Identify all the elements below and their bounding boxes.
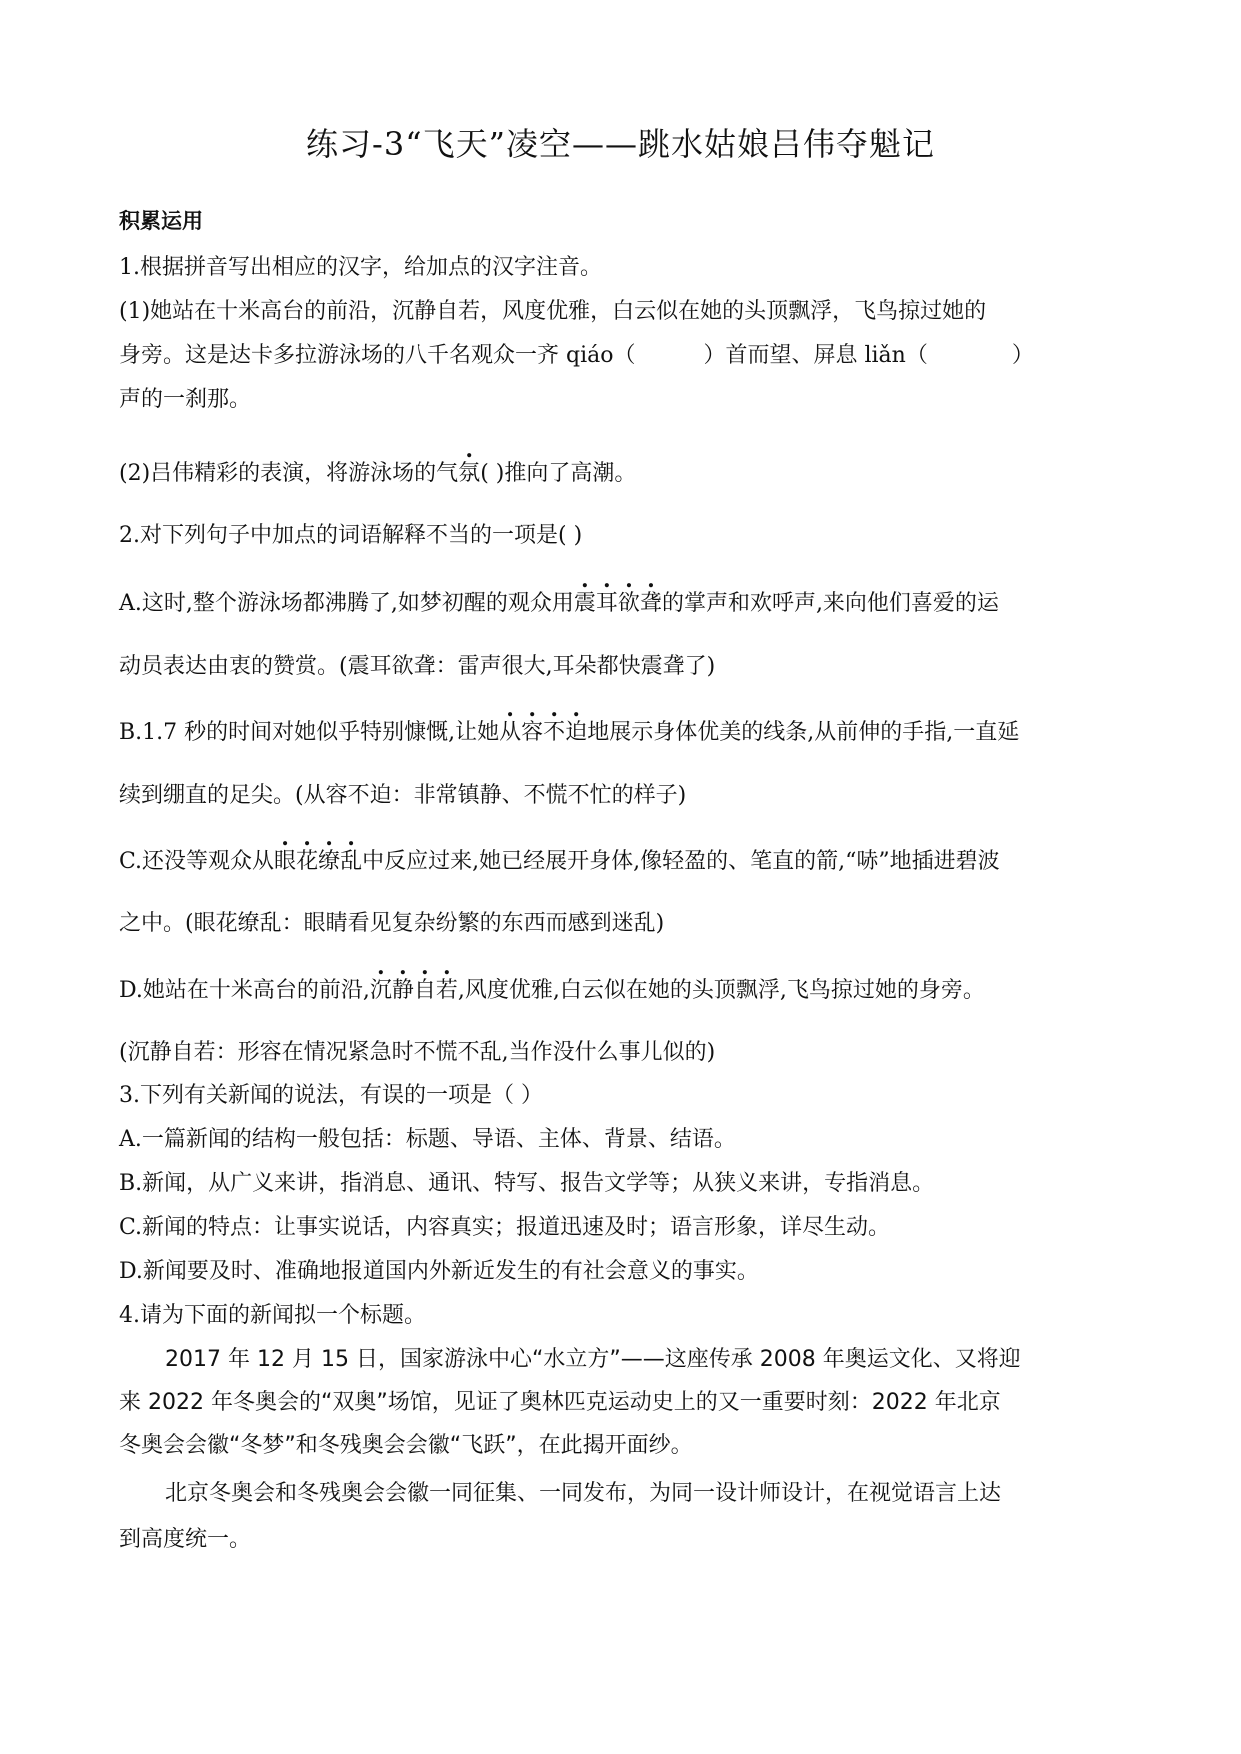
- q2-a-text-a: A.这时,整个游泳场都沸腾了,如梦初醒的观众用: [119, 591, 574, 616]
- q1-p1-text-b: ）首而望、屏息 liǎn（: [703, 343, 928, 368]
- news-para2-line1: 北京冬奥会和冬残奥会会徽一同征集、一同发布，为同一设计师设计，在视觉语言上达: [165, 1481, 1002, 1506]
- q2-option-d-line1: [119, 975, 985, 1007]
- q3-stem: 3.下列有关新闻的说法，有误的一项是（ ）: [119, 1083, 543, 1108]
- dotted-char: 花: [296, 849, 319, 874]
- q2-option-b-line1: [119, 717, 1019, 749]
- news-para1-line1: 2017 年 12 月 15 日，国家游泳中心“水立方”——这座传承 2008 年奥运文化、又将迎: [165, 1347, 1021, 1372]
- page-title: 练习-3“飞天”凌空——跳水姑娘吕伟夺魁记: [306, 125, 935, 163]
- news-para1-line3: 冬奥会会徽“冬梦”和冬残奥会会徽“飞跃”，在此揭开面纱。: [119, 1433, 693, 1458]
- q1-stem: 1.根据拼音写出相应的汉字，给加点的汉字注音。: [119, 255, 602, 280]
- q2-option-b-line2: 续到绷直的足尖。(从容不迫：非常镇静、不慌不忙的样子): [119, 783, 687, 808]
- dotted-char: 缭: [318, 849, 341, 874]
- section-heading: 积累运用: [119, 209, 203, 233]
- q2-option-c-line2: 之中。(眼花缭乱：眼睛看见复杂纷繁的东西而感到迷乱): [119, 911, 665, 936]
- dotted-char: 震: [573, 591, 596, 616]
- q1-p2-text-a: (2)吕伟精彩的表演，将游泳场的气: [119, 461, 459, 486]
- q2-c-text-a: C.还没等观众从: [119, 849, 275, 874]
- dotted-char: 聋: [639, 591, 662, 616]
- dotted-char: 容: [521, 720, 544, 745]
- q3-option-b: B.新闻，从广义来讲，指消息、通讯、特写、报告文学等；从狭义来讲，专指消息。: [119, 1171, 935, 1196]
- dotted-char: 眼: [274, 849, 297, 874]
- q1-p1-text-c: ）: [1011, 343, 1034, 368]
- dotted-char: 从: [499, 720, 522, 745]
- dotted-char: 迫: [565, 720, 588, 745]
- q2-option-c-line1: [119, 846, 1000, 878]
- q2-a-text-b: 的掌声和欢呼声,来向他们喜爱的运: [661, 591, 999, 616]
- dotted-char: 耳: [595, 591, 618, 616]
- q2-option-d-line2: (沉静自若：形容在情况紧急时不慌不乱,当作没什么事儿似的): [119, 1040, 716, 1065]
- q3-option-d: D.新闻要及时、准确地报道国内外新近发生的有社会意义的事实。: [119, 1259, 759, 1284]
- q1-p1-line2: [119, 340, 1034, 372]
- q1-p1-line1: (1)她站在十米高台的前沿，沉静自若，风度优雅，白云似在她的头顶飘浮，飞鸟掠过她的: [119, 299, 987, 324]
- news-para2-line2: 到高度统一。: [119, 1527, 252, 1552]
- dotted-char: 乱: [340, 849, 363, 874]
- q1-p1-text-a: 身旁。这是达卡多拉游泳场的八千名观众一齐 qiáo（: [119, 343, 636, 368]
- q1-p1-line3: 声的一刹那。: [119, 387, 252, 412]
- dotted-char: 静: [391, 978, 414, 1003]
- q2-b-text-b: 地展示身体优美的线条,从前伸的手指,一直延: [587, 720, 1020, 745]
- q2-stem: 2.对下列句子中加点的词语解释不当的一项是( ): [119, 523, 583, 548]
- dotted-char: 自: [413, 978, 436, 1003]
- dotted-char: 若: [435, 978, 458, 1003]
- q1-p2-text-b: ( )推向了高潮。: [480, 461, 637, 486]
- q2-c-text-b: 中反应过来,她已经展开身体,像轻盈的、笔直的箭,“哧”地插进碧波: [362, 849, 1000, 874]
- q2-d-text-b: ,风度优雅,白云似在她的头顶飘浮,飞鸟掠过她的身旁。: [457, 978, 985, 1003]
- dotted-char: 沉: [369, 978, 392, 1003]
- q1-p2: [119, 458, 636, 490]
- q3-option-c: C.新闻的特点：让事实说话，内容真实；报道迅速及时；语言形象，详尽生动。: [119, 1215, 891, 1240]
- q2-option-a-line2: 动员表达由衷的赞赏。(震耳欲聋：雷声很大,耳朵都快震聋了): [119, 654, 716, 679]
- q4-stem: 4.请为下面的新闻拟一个标题。: [119, 1303, 426, 1328]
- dotted-char: 欲: [617, 591, 640, 616]
- q2-option-a-line1: [119, 588, 999, 620]
- news-para1-line2: 来 2022 年冬奥会的“双奥”场馆，见证了奥林匹克运动史上的又一重要时刻：2022 年北京: [119, 1390, 1001, 1415]
- q3-option-a: A.一篇新闻的结构一般包括：标题、导语、主体、背景、结语。: [119, 1127, 736, 1152]
- dotted-char: 不: [543, 720, 566, 745]
- q2-b-text-a: B.1.7 秒的时间对她似乎特别慷慨,让她: [119, 720, 500, 745]
- dotted-char: 氛: [458, 461, 481, 486]
- q2-d-text-a: D.她站在十米高台的前沿,: [119, 978, 370, 1003]
